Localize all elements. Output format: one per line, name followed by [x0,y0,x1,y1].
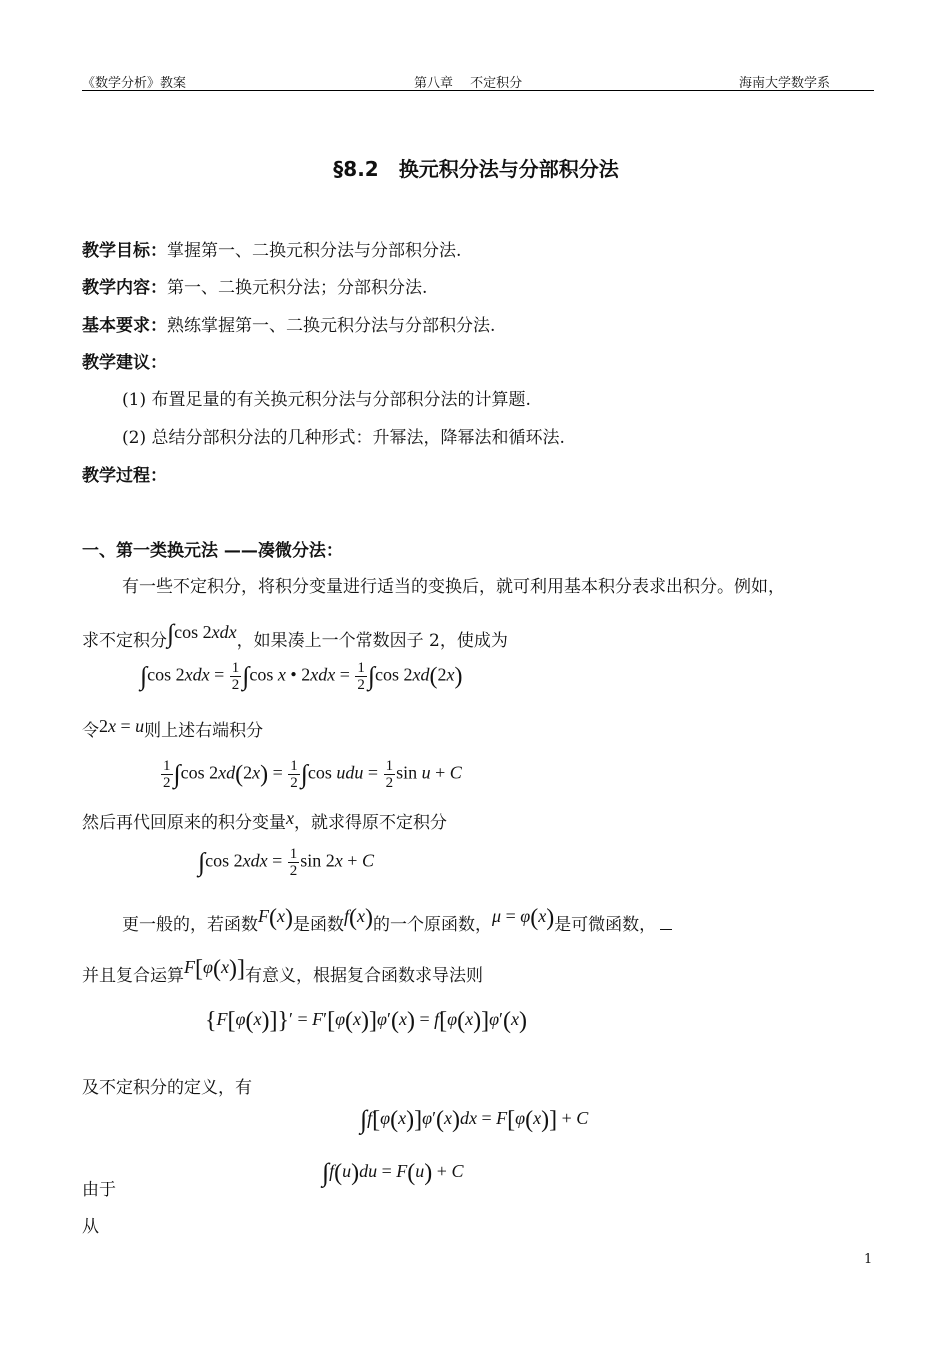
paragraph-definition: 及不定积分的定义，有 [82,1078,252,1098]
paragraph-since: 由于 [82,1180,116,1200]
equation-basic: ∫f(u)du = F(u) + C [322,1158,464,1187]
equation-substitution-rule: ∫f[φ(x)]φ′(x)dx = F[φ(x)] + C [360,1105,589,1134]
inline-mu: μ = φ(x) [492,905,555,931]
equation-chain-rule: {F[φ(x)]}′ = F′[φ(x)]φ′(x) = f[φ(x)]φ′(x) [205,1008,527,1034]
paragraph-general [122,905,672,940]
general-text-b: 是函数 [293,915,344,935]
equation-1: ∫cos 2xdx = $\frac{1}{2}$ ∫cos x • 2xdx = $\frac{1}{2}$ ∫cos 2xd(2x) [140,660,463,693]
content-label: 教学内容： [82,278,167,298]
backsub-text-post: ，就求得原不定积分 [294,813,447,833]
content-line [82,273,427,298]
composite-text-post: 有意义，根据复合函数求导法则 [244,966,483,986]
advice-item-2: (2) 总结分部积分法的几种形式：升幂法，降幂法和循环法. [122,428,565,448]
page-header [82,70,874,91]
paragraph-backsub [82,808,447,833]
requirement-label: 基本要求： [82,316,167,336]
header-center: 第八章 不定积分 [414,76,523,91]
goal-label: 教学目标： [82,241,167,261]
process-label: 教学过程： [82,466,167,486]
requirement-line [82,311,495,336]
paragraph-substitution [82,716,263,741]
equation-2: $\frac{1}{2}$ ∫cos 2xd(2x) = $\frac{1}{2}$ ∫cos udu = $\frac{1}{2}$ sin u + C [163,758,462,791]
blank-underline [660,929,672,930]
general-text-c: 的一个原函数， [373,915,493,935]
example-text-post: ，如果凑上一个常数因子 2，使成为 [236,631,508,651]
substitution-text-post: 则上述右端积分 [144,721,264,741]
page-number: 1 [864,1252,873,1267]
inline-Fx: F(x) [258,905,293,931]
paragraph-from: 从 [82,1217,99,1237]
advice-item-1: (1) 布置足量的有关换元积分法与分部积分法的计算题. [122,390,531,410]
inline-Fphi: F[φ(x)] [184,956,245,982]
paragraph-example [82,619,508,657]
backsub-text-pre: 然后再代回原来的积分变量 [82,813,286,833]
paragraph-composite [82,956,483,991]
page-title: §8.2 换元积分法与分部积分法 [333,157,619,181]
inline-fx: f(x) [344,905,374,931]
requirement-text: 熟练掌握第一、二换元积分法与分部积分法. [167,316,496,336]
header-left: 《数学分析》教案 [82,76,187,91]
process-line [82,461,167,486]
composite-text-pre: 并且复合运算 [82,966,184,986]
content-text: 第一、二换元积分法；分部积分法. [167,278,428,298]
inline-integral: ∫cos 2xdx [167,619,237,648]
header-right: 海南大学数学系 [738,76,830,91]
paragraph-intro: 有一些不定积分，将积分变量进行适当的变换后，就可利用基本积分表求出积分。例如， [122,577,785,597]
substitution-text-pre: 令 [82,721,99,741]
inline-substitution: 2x = u [99,716,145,736]
goal-text: 掌握第一、二换元积分法与分部积分法. [167,241,462,261]
section-heading: 一、第一类换元法 ——凑微分法： [82,541,343,561]
goal-line [82,236,461,261]
general-text-a: 更一般的，若函数 [122,915,258,935]
example-text-pre: 求不定积分 [82,631,167,651]
inline-x: x [286,808,294,828]
general-text-d: 是可微函数， [554,915,657,935]
equation-3: ∫cos 2xdx = $\frac{1}{2}$ sin 2x + C [198,846,374,879]
advice-label: 教学建议： [82,353,167,373]
advice-line [82,348,167,373]
